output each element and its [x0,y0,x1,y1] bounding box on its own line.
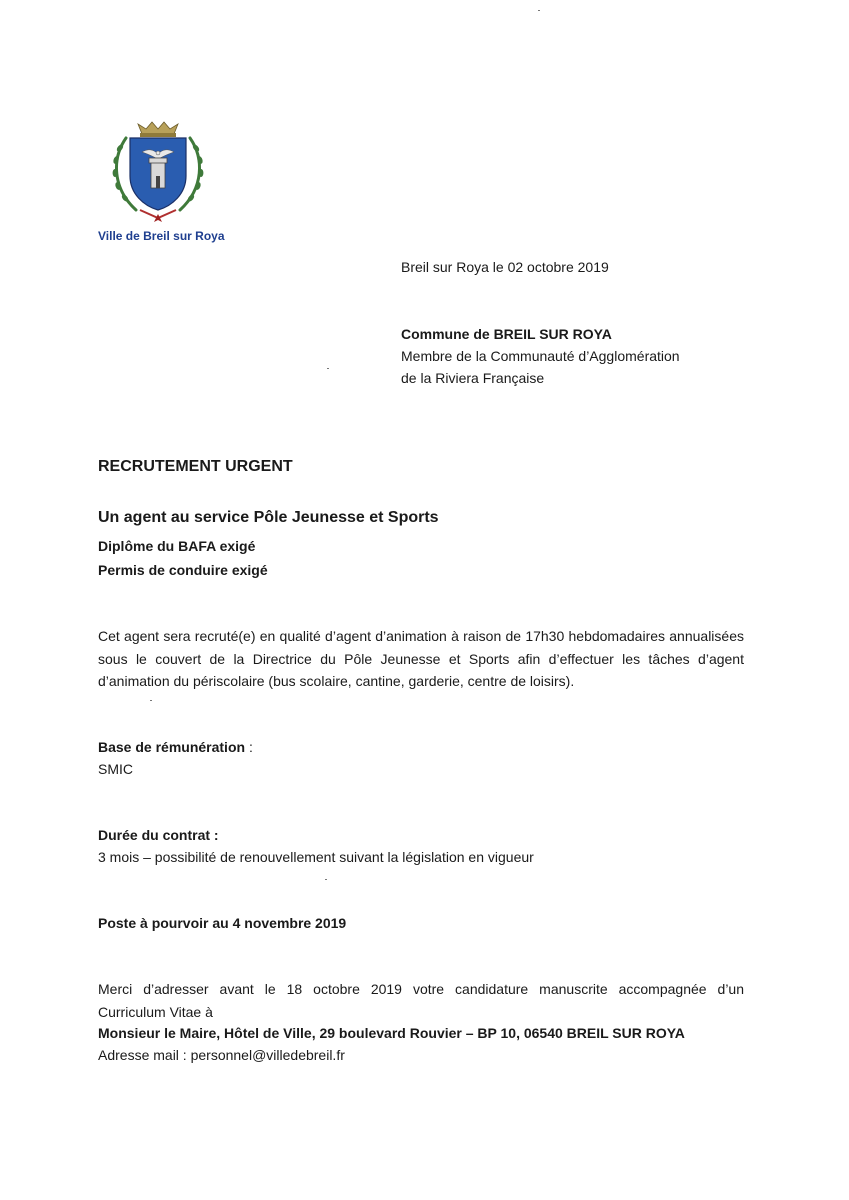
logo-caption: Ville de Breil sur Roya [98,229,225,243]
remuneration-label: Base de rémunération [98,739,246,755]
contract-label: Durée du contrat : [98,827,219,843]
application-address: Monsieur le Maire, Hôtel de Ville, 29 boulevard Rouvier – BP 10, 06540 BREIL SUR ROYA [98,1025,685,1041]
sender-line-2: Membre de la Communauté d’Agglomération [401,348,680,364]
application-line-2: Curriculum Vitae à [98,1003,213,1020]
remuneration-label-wrap [98,736,253,758]
application-text [98,978,744,1023]
description-line-1: Cet agent sera recruté(e) en qualité d’agent d’animation à raison de 17h30 hebdomadaires annualisées [98,628,744,644]
page-title: RECRUTEMENT URGENT [98,458,293,475]
remuneration-label-suffix: : [245,739,253,755]
remuneration-value: SMIC [98,761,133,777]
sender-line-3: de la Riviera Française [401,370,545,386]
contract-value: 3 mois – possibilité de renouvellement suivant la législation en vigueur [98,849,534,865]
coat-of-arms-logo [104,118,212,226]
position-heading: Un agent au service Pôle Jeunesse et Sports [98,509,439,526]
description-line-3: d’animation du périscolaire (bus scolaire, cantine, garderie, centre de loisirs). [98,673,575,689]
start-date: Poste à pourvoir au 4 novembre 2019 [98,915,347,931]
requirement-driving-licence: Permis de conduire exigé [98,562,268,578]
application-line-1: Merci d’adresser avant le 18 octobre 2019 votre candidature manuscrite accompagnée d’un [98,981,744,997]
place-date: Breil sur Roya le 02 octobre 2019 [401,259,609,275]
sender-name: Commune de BREIL SUR ROYA [401,326,612,342]
application-email: Adresse mail : personnel@villedebreil.fr [98,1047,345,1063]
scan-speck [327,368,329,369]
description-line-2: sous le couvert de la Directrice du Pôle Jeunesse et Sports afin d’effectuer les tâches d’agent [98,650,744,667]
job-description [98,625,744,693]
scan-speck [325,879,327,880]
scan-speck [538,10,540,11]
scan-speck [150,700,152,701]
requirement-bafa: Diplôme du BAFA exigé [98,538,256,554]
